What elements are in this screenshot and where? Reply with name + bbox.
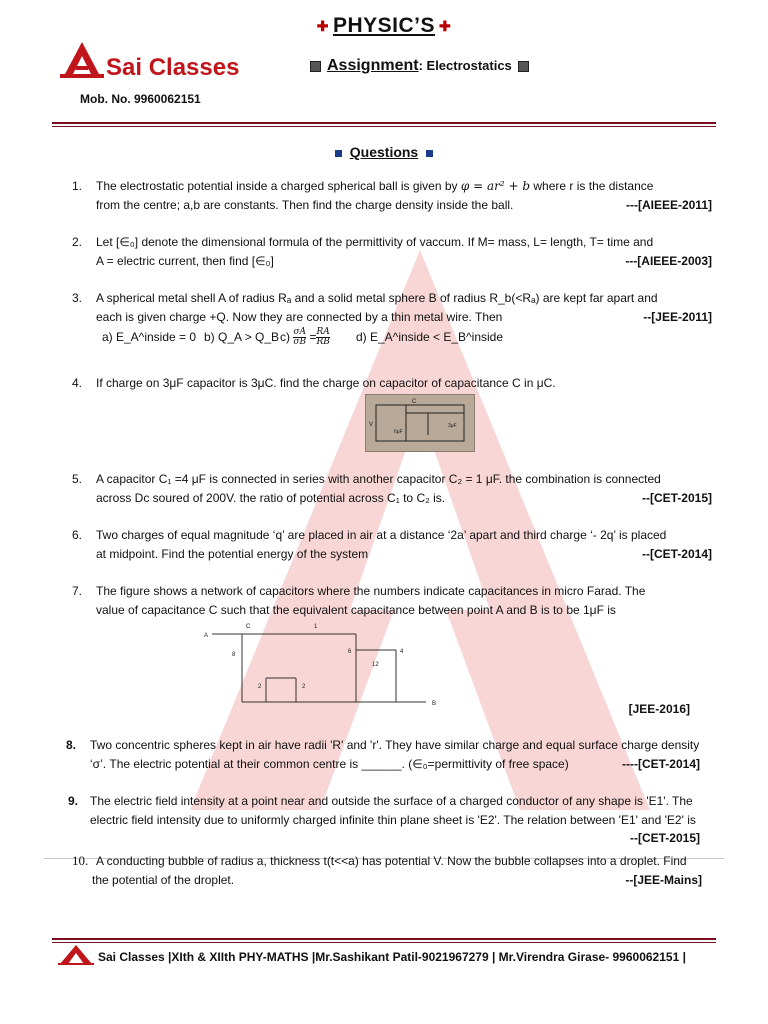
question-1: 1. The electrostatic potential inside a charged spherical ball is given by φ = ar² + b where r is the distance from the centre; a,b are constants. Then find the charge density inside the ball. ---[AIEEE-2011] <box>72 179 712 212</box>
svg-text:4: 4 <box>400 649 404 655</box>
svg-text:1: 1 <box>314 624 318 630</box>
question-4: 4. If charge on 3μF capacitor is 3μC. find the charge on capacitor of capacitance C in μC. <box>72 376 556 390</box>
footer-divider <box>52 938 716 940</box>
option-d: d) E_A^inside < E_B^inside <box>356 330 504 344</box>
square-bullet-icon <box>335 150 342 157</box>
square-bullet-icon <box>426 150 433 157</box>
option-c: c) $\frac{\sigma A}{\sigma B}$ = $\frac{RA}{RB}$ <box>280 327 330 348</box>
footer-text: Sai Classes |XIth & XIIth PHY-MATHS |Mr.Sashikant Patil-9021967279 | Mr.Virendra Girase- 9960062151 | <box>98 950 686 964</box>
label-3uf: 3μF <box>448 423 457 429</box>
svg-text:12: 12 <box>372 662 379 668</box>
question-7: 7. The figure shows a network of capacitors where the numbers indicate capacitances in micro Farad. The value of capacitance C such that the equivalent capacitance between point A and B is to be 1μF is <box>72 584 646 617</box>
formula: φ = ar² + b <box>460 179 531 193</box>
label-v: V <box>369 422 374 428</box>
sai-classes-logo <box>60 40 104 80</box>
svg-text:C: C <box>246 624 251 630</box>
brand-name: Sai Classes <box>106 54 240 81</box>
star-icon: ✚ <box>439 17 452 34</box>
option-a: a) E_A^inside = 0 <box>102 330 197 344</box>
header-divider <box>52 122 716 124</box>
svg-text:B: B <box>432 701 437 707</box>
capacitor-figure-q4 <box>365 394 475 452</box>
question-2: 2. Let [∈₀] denote the dimensional formula of the permittivity of vaccum. If M= mass, L= length, T= time and A = electric current, then find [∈₀] ---[AIEEE-2003] <box>72 235 712 268</box>
question-10: 10. A conducting bubble of radius a, thickness t(t<<a) has potential V. Now the bubble collapses into a droplet. Find the potential of the droplet. --[JEE-Mains] <box>72 853 702 887</box>
svg-text:6: 6 <box>348 649 352 655</box>
label-6uf: 6μF <box>394 429 403 435</box>
mobile-number: Mob. No. 9960062151 <box>80 92 201 106</box>
footer-divider <box>52 942 716 943</box>
bullet-icon <box>518 61 529 72</box>
question-5: 5. A capacitor C₁ =4 μF is connected in series with another capacitor C₂ = 1 μF. the combination is connected across Dc soured of 200V. the ratio of potential across C₁ to C₂ is. --[CET-2015] <box>72 472 712 505</box>
svg-text:2: 2 <box>302 684 306 690</box>
question-6: 6. Two charges of equal magnitude ‘q’ are placed in air at a distance ‘2a’ apart and third charge ‘- 2q’ is placed at midpoint. Find the potential energy of the system --[CET-2014] <box>72 528 712 561</box>
question-3: 3. A spherical metal shell A of radius Rₐ and a solid metal sphere B of radius R_b(<Rₐ) are kept far apart and each is given charge +Q. Now they are connected by a thin metal wire. Then --[JEE-2011] a) E_A^inside = 0 b) Q_A > Q_B c) $\frac{\sigma A}{\sigma B}$ = $\frac{RA}{RB}$ d) E_A^inside < E_B^inside <box>72 291 712 348</box>
question-8: 8. Two concentric spheres kept in air have radii 'R' and 'r'. They have similar charge and equal surface charge density ‘σ’. The electric potential at their common centre is ______. (∈₀=permittivity of free space) ----[CET-2014] <box>66 738 700 771</box>
questions-heading: Questions <box>0 144 768 160</box>
assignment-heading: Assignment: Electrostatics <box>304 57 535 75</box>
star-icon: ✚ <box>316 17 329 34</box>
option-b: b) Q_A > Q_B <box>204 330 280 344</box>
footer-logo <box>58 944 94 966</box>
header-divider <box>52 126 716 127</box>
question-7-ref: [JEE-2016] <box>628 702 690 716</box>
svg-text:2: 2 <box>258 684 262 690</box>
svg-text:A: A <box>204 633 209 639</box>
bullet-icon <box>310 61 321 72</box>
page-title: ✚ PHYSIC’S ✚ <box>316 14 452 37</box>
question-9: 9. The electric field intensity at a point near and outside the surface of a charged conductor of any shape is 'E1'. The electric field intensity due to uniformly charged infinite thin plane sheet is 'E2'. The relation between 'E1' and 'E2' is --[CET-2015] <box>68 794 700 845</box>
label-c: C <box>412 399 417 405</box>
svg-text:8: 8 <box>232 652 236 658</box>
